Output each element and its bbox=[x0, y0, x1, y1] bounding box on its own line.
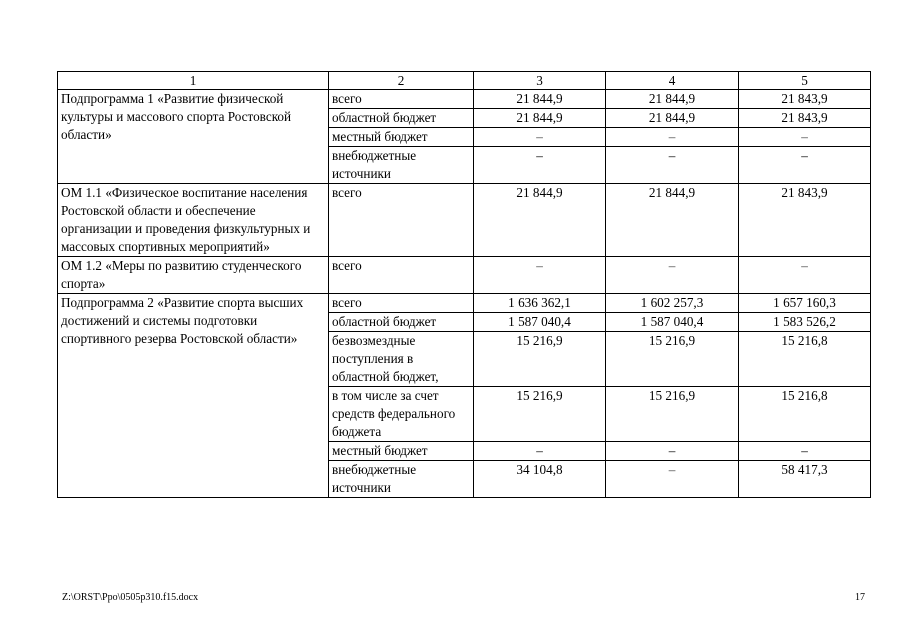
value-cell: 15 216,9 bbox=[606, 387, 739, 442]
value-cell: – bbox=[739, 442, 871, 461]
value-cell: 15 216,9 bbox=[606, 332, 739, 387]
value-cell: – bbox=[739, 147, 871, 184]
value-cell: 15 216,8 bbox=[739, 332, 871, 387]
table-row bbox=[58, 184, 871, 257]
source-cell: безвозмездные поступления в областной бюджет, bbox=[329, 332, 474, 387]
table-row bbox=[58, 294, 871, 313]
value-cell: 58 417,3 bbox=[739, 461, 871, 498]
value-cell: 21 844,9 bbox=[606, 90, 739, 109]
source-cell: в том числе за счет средств федерального бюджета bbox=[329, 387, 474, 442]
header-cell: 5 bbox=[739, 72, 871, 90]
source-cell: местный бюджет bbox=[329, 442, 474, 461]
source-cell: всего bbox=[329, 90, 474, 109]
value-cell: 21 844,9 bbox=[474, 109, 606, 128]
table-row bbox=[58, 257, 871, 294]
program-cell: Подпрограмма 1 «Развитие физической культуры и массового спорта Ростовской области» bbox=[58, 90, 329, 184]
value-cell: 15 216,8 bbox=[739, 387, 871, 442]
header-cell: 3 bbox=[474, 72, 606, 90]
value-cell: 21 844,9 bbox=[606, 184, 739, 257]
source-cell: всего bbox=[329, 257, 474, 294]
value-cell: 15 216,9 bbox=[474, 332, 606, 387]
source-cell: всего bbox=[329, 294, 474, 313]
program-cell: ОМ 1.1 «Физическое воспитание населения Ростовской области и обеспечение организации и проведения физкультурных и массовых спортивных мероприятий» bbox=[58, 184, 329, 257]
value-cell: – bbox=[606, 461, 739, 498]
value-cell: – bbox=[474, 147, 606, 184]
value-cell: – bbox=[739, 257, 871, 294]
footer-file-path: Z:\ORST\Ppo\0505p310.f15.docx bbox=[62, 592, 199, 603]
value-cell: 21 844,9 bbox=[474, 184, 606, 257]
value-cell: 21 843,9 bbox=[739, 90, 871, 109]
value-cell: – bbox=[606, 442, 739, 461]
program-cell: Подпрограмма 2 «Развитие спорта высших достижений и системы подготовки спортивного резерва Ростовской области» bbox=[58, 294, 329, 498]
value-cell: 1 636 362,1 bbox=[474, 294, 606, 313]
header-cell: 2 bbox=[329, 72, 474, 90]
value-cell: – bbox=[739, 128, 871, 147]
budget-table bbox=[57, 71, 871, 498]
source-cell: областной бюджет bbox=[329, 109, 474, 128]
value-cell: 21 844,9 bbox=[474, 90, 606, 109]
value-cell: 15 216,9 bbox=[474, 387, 606, 442]
value-cell: – bbox=[474, 442, 606, 461]
value-cell: 1 587 040,4 bbox=[606, 313, 739, 332]
program-cell: ОМ 1.2 «Меры по развитию студенческого спорта» bbox=[58, 257, 329, 294]
value-cell: – bbox=[474, 128, 606, 147]
value-cell: 21 844,9 bbox=[606, 109, 739, 128]
value-cell: – bbox=[474, 257, 606, 294]
value-cell: 1 583 526,2 bbox=[739, 313, 871, 332]
page-number: 17 bbox=[855, 592, 865, 603]
value-cell: – bbox=[606, 257, 739, 294]
value-cell: 1 657 160,3 bbox=[739, 294, 871, 313]
value-cell: 21 843,9 bbox=[739, 109, 871, 128]
header-cell: 1 bbox=[58, 72, 329, 90]
source-cell: внебюджетные источники bbox=[329, 461, 474, 498]
table-row bbox=[58, 90, 871, 109]
value-cell: 21 843,9 bbox=[739, 184, 871, 257]
source-cell: внебюджетные источники bbox=[329, 147, 474, 184]
value-cell: 1 602 257,3 bbox=[606, 294, 739, 313]
value-cell: – bbox=[606, 147, 739, 184]
header-row bbox=[58, 72, 871, 90]
source-cell: областной бюджет bbox=[329, 313, 474, 332]
header-cell: 4 bbox=[606, 72, 739, 90]
value-cell: – bbox=[606, 128, 739, 147]
source-cell: всего bbox=[329, 184, 474, 257]
value-cell: 1 587 040,4 bbox=[474, 313, 606, 332]
value-cell: 34 104,8 bbox=[474, 461, 606, 498]
source-cell: местный бюджет bbox=[329, 128, 474, 147]
